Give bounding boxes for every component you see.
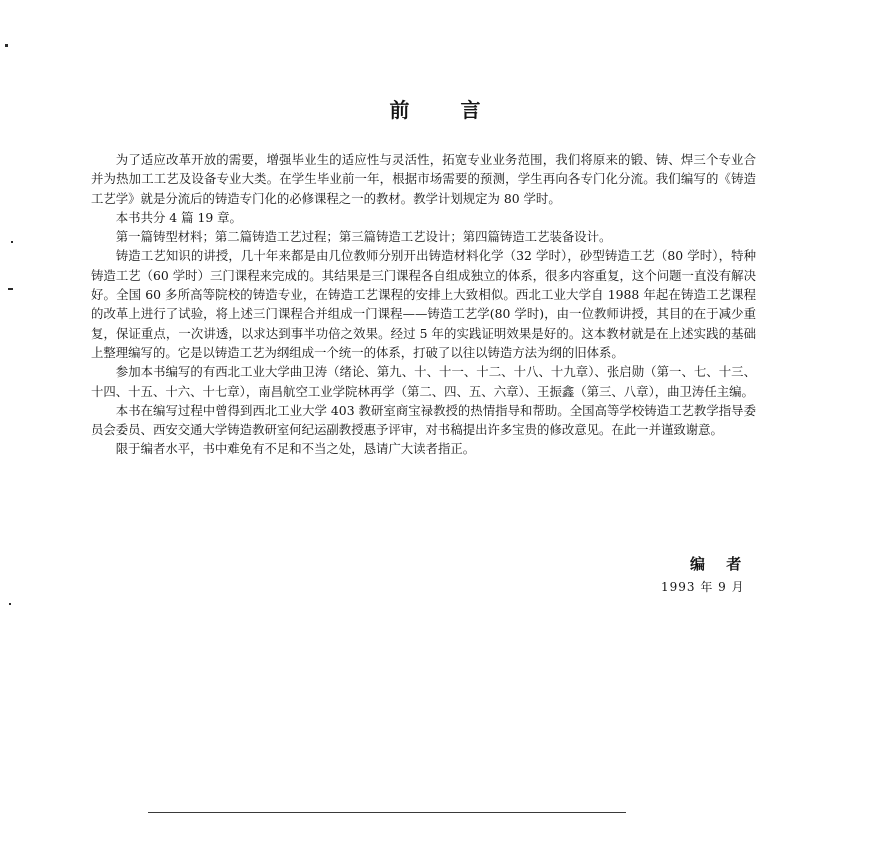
paragraph-purpose: 为了适应改革开放的需要，增强毕业生的适应性与灵活性，拓宽专业业务范围，我们将原来的锻、铸、焊三个专业合并为热加工工艺及设备专业大类。在学生毕业前一年，根据市场需要的预测，学生再向各专门化分流。我们编写的《铸造工艺学》就是分流后的铸造专门化的必修课程之一的教材。教学计划规定为 80 学时。: [91, 152, 756, 206]
footer-rule: [148, 812, 626, 813]
paragraph-parts: 第一篇铸型材料；第二篇铸造工艺过程；第三篇铸造工艺设计；第四篇铸造工艺装备设计。: [115, 229, 612, 245]
paragraph-chapter-count: 本书共分 4 篇 19 章。: [115, 209, 242, 225]
scan-speck: [9, 603, 11, 605]
preface-body: [91, 150, 756, 459]
date: 1993 年 9 月: [661, 580, 745, 594]
paragraph-history: 铸造工艺知识的讲授，几十年来都是由几位教师分别开出铸造材料化学（32 学时），砂型铸造工艺（80 学时），特种铸造工艺（60 学时）三门课程来完成的。其结果是三门课程各自组成独立的体系，很多内容重复，这个问题一直没有解决好。全国 60 多所高等院校的铸造专业，在铸造工艺课程的安排上大致相似。西北工业大学自 1988 年起在铸造工艺课程的改革上进行了试验，将上述三门课程合并组成一门课程——铸造工艺学(80 学时)，由一位教师讲授，其目的在于减少重复，保证重点，一次讲透，以求达到事半功倍之效果。经过 5 年的实践证明效果是好的。这本教材就是在上述实践的基础上整理编写的。它是以铸造工艺为纲组成一个统一的体系，打破了以往以铸造方法为纲的旧体系。: [91, 248, 756, 360]
scan-speck: [11, 241, 13, 243]
paragraph-closing: 限于编者水平，书中难免有不足和不当之处，恳请广大读者指正。: [115, 441, 476, 457]
paragraph-authors: 参加本书编写的有西北工业大学曲卫涛（绪论、第九、十、十一、十二、十八、十九章）、张启勋（第一、七、十三、十四、十五、十六、十七章），南昌航空工业学院林再学（第二、四、五、六章）、王振鑫（第三、八章），曲卫涛任主编。: [91, 364, 756, 399]
scan-speck: [8, 288, 13, 290]
scan-speck: [5, 44, 8, 47]
signature: 编 者: [690, 555, 750, 573]
paragraph-acknowledgements: 本书在编写过程中曾得到西北工业大学 403 教研室商宝禄教授的热情指导和帮助。全国高等学校铸造工艺教学指导委员会委员、西安交通大学铸造教研室何纪运副教授惠予评审，对书稿提出许多宝贵的修改意见。在此一并谨致谢意。: [91, 402, 756, 438]
page-title: 前 言: [389, 98, 503, 122]
